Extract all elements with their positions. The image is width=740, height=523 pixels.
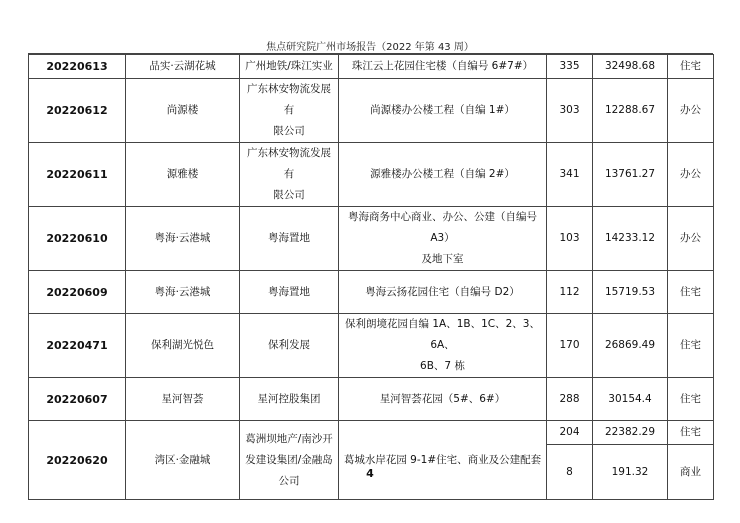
- property-type-cell: 住宅: [668, 314, 714, 378]
- table-row: [29, 378, 714, 421]
- property-type-cell: 办公: [668, 207, 714, 271]
- building-cell-line: 6B、7 栋: [420, 360, 465, 372]
- area-cell: 22382.29: [593, 421, 668, 445]
- table-row: [29, 55, 714, 79]
- permit-number-cell: 20220611: [29, 143, 126, 207]
- property-type-cell: 住宅: [668, 421, 714, 445]
- building-cell: [339, 207, 547, 271]
- units-cell: 170: [547, 314, 593, 378]
- developer-cell: [240, 143, 339, 207]
- project-name-cell: 湾区·金融城: [126, 421, 240, 500]
- developer-cell-line: 粤海置地: [268, 285, 310, 298]
- units-cell: 103: [547, 207, 593, 271]
- developer-cell: [240, 271, 339, 314]
- project-name-cell: 星河智荟: [126, 378, 240, 421]
- developer-cell-line: 限公司: [273, 125, 305, 137]
- developer-cell: [240, 421, 339, 500]
- developer-cell: [240, 207, 339, 271]
- developer-cell-line: 限公司: [273, 189, 305, 201]
- building-cell-line: 星河智荟花园（5#、6#）: [379, 392, 506, 405]
- building-cell: [339, 55, 547, 79]
- property-type-cell: 办公: [668, 79, 714, 143]
- building-cell-line: 保利朗境花园自编 1A、1B、1C、2、3、6A、: [345, 318, 540, 351]
- area-cell: 12288.67: [593, 79, 668, 143]
- developer-cell-line: 广东林安物流发展有: [247, 83, 331, 116]
- units-cell: 8: [547, 445, 593, 500]
- building-cell-line: 珠江云上花园住宅楼（自编号 6#7#）: [351, 60, 534, 72]
- area-cell: 30154.4: [593, 378, 668, 421]
- building-cell: [339, 421, 547, 500]
- property-type-cell: 办公: [668, 143, 714, 207]
- building-cell-line: 粤海云扬花园住宅（自编号 D2）: [365, 285, 520, 298]
- units-cell: 303: [547, 79, 593, 143]
- building-cell-line: 源雅楼办公楼工程（自编 2#）: [370, 168, 515, 180]
- presale-permit-table: [28, 54, 714, 500]
- table-row: [29, 314, 714, 378]
- permit-number-cell: 20220471: [29, 314, 126, 378]
- area-cell: 13761.27: [593, 143, 668, 207]
- building-cell: [339, 378, 547, 421]
- area-cell: 15719.53: [593, 271, 668, 314]
- developer-cell-line: 保利发展: [268, 339, 310, 351]
- table-row: [29, 271, 714, 314]
- project-name-cell: 保利湖光悦色: [126, 314, 240, 378]
- property-type-cell: 住宅: [668, 378, 714, 421]
- permit-number-cell: 20220610: [29, 207, 126, 271]
- project-name-cell: 粤海·云港城: [126, 207, 240, 271]
- developer-cell: [240, 79, 339, 143]
- area-cell: 26869.49: [593, 314, 668, 378]
- table-row: [29, 207, 714, 271]
- property-type-cell: 住宅: [668, 271, 714, 314]
- building-cell-line: 葛城水岸花园 9-1#住宅、商业及公建配套: [343, 453, 542, 466]
- developer-cell-line: 粤海置地: [268, 232, 310, 244]
- property-type-cell: 商业: [668, 445, 714, 500]
- building-cell-line: 粤海商务中心商业、办公、公建（自编号 A3）: [348, 211, 537, 244]
- permit-number-cell: 20220607: [29, 378, 126, 421]
- building-cell-line: 及地下室: [421, 253, 464, 265]
- building-cell: [339, 314, 547, 378]
- permit-number-cell: 20220612: [29, 79, 126, 143]
- units-cell: 112: [547, 271, 593, 314]
- area-cell: 32498.68: [593, 55, 668, 79]
- building-cell: [339, 79, 547, 143]
- developer-cell-line: 广东林安物流发展有: [247, 147, 331, 180]
- table-row: [29, 79, 714, 143]
- table-row: [29, 143, 714, 207]
- project-name-cell: 尚源楼: [126, 79, 240, 143]
- permit-number-cell: 20220620: [29, 421, 126, 500]
- project-name-cell: 粤海·云港城: [126, 271, 240, 314]
- permit-number-cell: 20220609: [29, 271, 126, 314]
- developer-cell-line: 发建设集团/金融岛: [245, 453, 333, 466]
- building-cell: [339, 143, 547, 207]
- developer-cell: [240, 378, 339, 421]
- units-cell: 341: [547, 143, 593, 207]
- building-cell: [339, 271, 547, 314]
- area-cell: 191.32: [593, 445, 668, 500]
- report-header: 焦点研究院广州市场报告（2022 年第 43 周）: [266, 42, 474, 53]
- area-cell: 14233.12: [593, 207, 668, 271]
- property-type-cell: 住宅: [668, 55, 714, 79]
- developer-cell: [240, 314, 339, 378]
- units-cell: 288: [547, 378, 593, 421]
- developer-cell-line: 广州地铁/珠江实业: [245, 60, 333, 72]
- building-cell-line: 尚源楼办公楼工程（自编 1#）: [370, 104, 515, 116]
- developer-cell-line: 葛洲坝地产/南沙开: [245, 432, 333, 445]
- page-number: 4: [366, 467, 374, 480]
- developer-cell-line: 星河控股集团: [257, 392, 321, 405]
- units-cell: 204: [547, 421, 593, 445]
- table-row: [29, 421, 714, 445]
- project-name-cell: 品实·云湖花城: [126, 55, 240, 79]
- permit-number-cell: 20220613: [29, 55, 126, 79]
- developer-cell-line: 公司: [278, 474, 300, 487]
- project-name-cell: 源雅楼: [126, 143, 240, 207]
- units-cell: 335: [547, 55, 593, 79]
- developer-cell: [240, 55, 339, 79]
